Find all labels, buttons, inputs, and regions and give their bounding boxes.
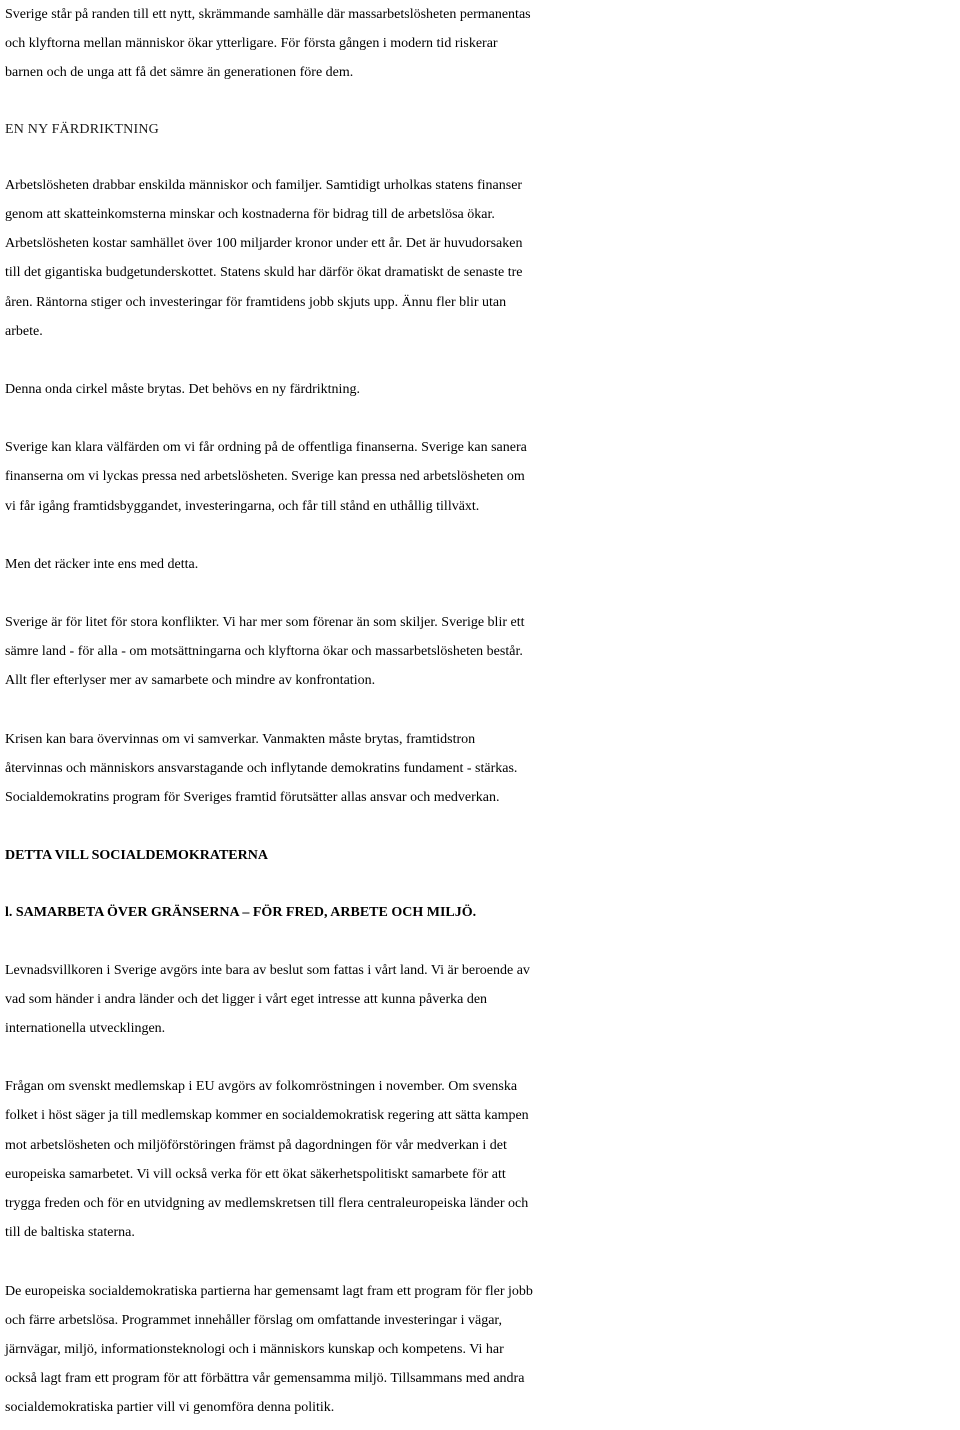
text-line: Frågan om svenskt medlemskap i EU avgörs av folkomröstningen i november. Om svenska [5,1079,518,1095]
text-line: Levnadsvillkoren i Sverige avgörs inte bara av beslut som fattas i vårt land. Vi är beroende av [5,962,530,978]
text-line: och klyftorna mellan människor ökar ytterligare. För första gången i modern tid riskerar [5,36,498,52]
text-line: Arbetslösheten kostar samhället över 100 miljarder kronor under ett år. Det är huvudorsaken [5,236,523,252]
text-line: också lagt fram ett program för att förbättra vår gemensamma miljö. Tillsammans med andra [5,1371,525,1387]
text-line: till det gigantiska budgetunderskottet. Statens skuld har därför ökat dramatiskt de senaste tre [5,265,523,281]
text-line: Allt fler efterlyser mer av samarbete och mindre av konfrontation. [5,673,376,689]
section-heading-samarbeta: l. SAMARBETA ÖVER GRÄNSERNA – FÖR FRED, ARBETE OCH MILJÖ. [5,905,477,921]
text-line: socialdemokratiska partier vill vi genomföra denna politik. [5,1400,335,1416]
text-line: Socialdemokratins program för Sveriges framtid förutsätter allas ansvar och medverkan. [5,790,500,806]
paragraph-arbetslosheten [5,171,954,346]
text-line: europeiska samarbetet. Vi vill också verka för ett ökat säkerhetspolitiskt samarbete för att [5,1166,506,1182]
text-line: De europeiska socialdemokratiska partierna har gemensamt lagt fram ett program för fler jobb [5,1283,533,1299]
text-line: Sverige står på randen till ett nytt, skrämmande samhälle där massarbetslösheten permanentas [5,7,531,22]
text-line: sämre land - för alla - om motsättningarna och klyftorna ökar och massarbetslösheten består. [5,644,523,660]
text-line: Krisen kan bara övervinnas om vi samverkar. Vanmakten måste brytas, framtidstron [5,731,476,747]
text-line: folket i höst säger ja till medlemskap kommer en socialdemokratisk regering att sätta kampen [5,1108,529,1124]
text-line: och färre arbetslösa. Programmet innehåller förslag om omfattande investeringar i vägar, [5,1312,503,1328]
paragraph-eu-medlemskap [5,1072,954,1247]
section-heading-detta-vill: DETTA VILL SOCIALDEMOKRATERNA [5,848,268,864]
paragraph-konflikter [5,608,954,696]
paragraph-krisen [5,725,954,813]
text-line: järnvägar, miljö, informationsteknologi och i människors kunskap och kompetens. Vi har [5,1341,504,1357]
text-line: vi får igång framtidsbyggandet, investeringarna, och får till stånd en uthållig tillväxt. [5,498,480,514]
text-line: åren. Räntorna stiger och investeringar för framtidens jobb skjuts upp. Ännu fler blir utan [5,294,507,310]
paragraph-valfarden [5,433,954,521]
text-line: arbete. [5,323,43,339]
paragraph-racker-inte [5,550,954,579]
paragraph-europeiska-program [5,1277,954,1423]
text-line: återvinnas och människors ansvarstagande och inflytande demokratins fundament - stärkas. [5,760,518,776]
text-line: trygga freden och för en utvidgning av medlemskretsen till flera centraleuropeiska länder och [5,1196,529,1212]
text-line: Arbetslösheten drabbar enskilda människor och familjer. Samtidigt urholkas statens finanser [5,177,523,193]
text-line: Sverige kan klara välfärden om vi får ordning på de offentliga finanserna. Sverige kan sanera [5,440,527,456]
text-line: Denna onda cirkel måste brytas. Det behövs en ny färdriktning. [5,382,360,398]
text-line: barnen och de unga att få det sämre än generationen före dem. [5,65,354,81]
section-heading-ny-fardriktning: EN NY FÄRDRIKTNING [5,121,159,137]
text-line: Men det räcker inte ens med detta. [5,556,199,572]
text-line: vad som händer i andra länder och det ligger i vårt eget intresse att kunna påverka den [5,991,488,1007]
text-line: Sverige är för litet för stora konflikter. Vi har mer som förenar än som skiljer. Sverige blir ett [5,615,525,631]
text-line: finanserna om vi lyckas pressa ned arbetslösheten. Sverige kan pressa ned arbetslösheten om [5,469,525,485]
paragraph-levnadsvillkoren [5,956,954,1044]
text-line: internationella utvecklingen. [5,1021,166,1037]
text-line: till de baltiska staterna. [5,1225,135,1241]
paragraph-onda-cirkel [5,375,954,404]
text-line: genom att skatteinkomsterna minskar och kostnaderna för bidrag till de arbetslösa ökar. [5,207,495,223]
paragraph-intro [5,0,954,88]
text-line: mot arbetslösheten och miljöförstöringen främst på dagordningen för vår medverkan i det [5,1137,507,1153]
